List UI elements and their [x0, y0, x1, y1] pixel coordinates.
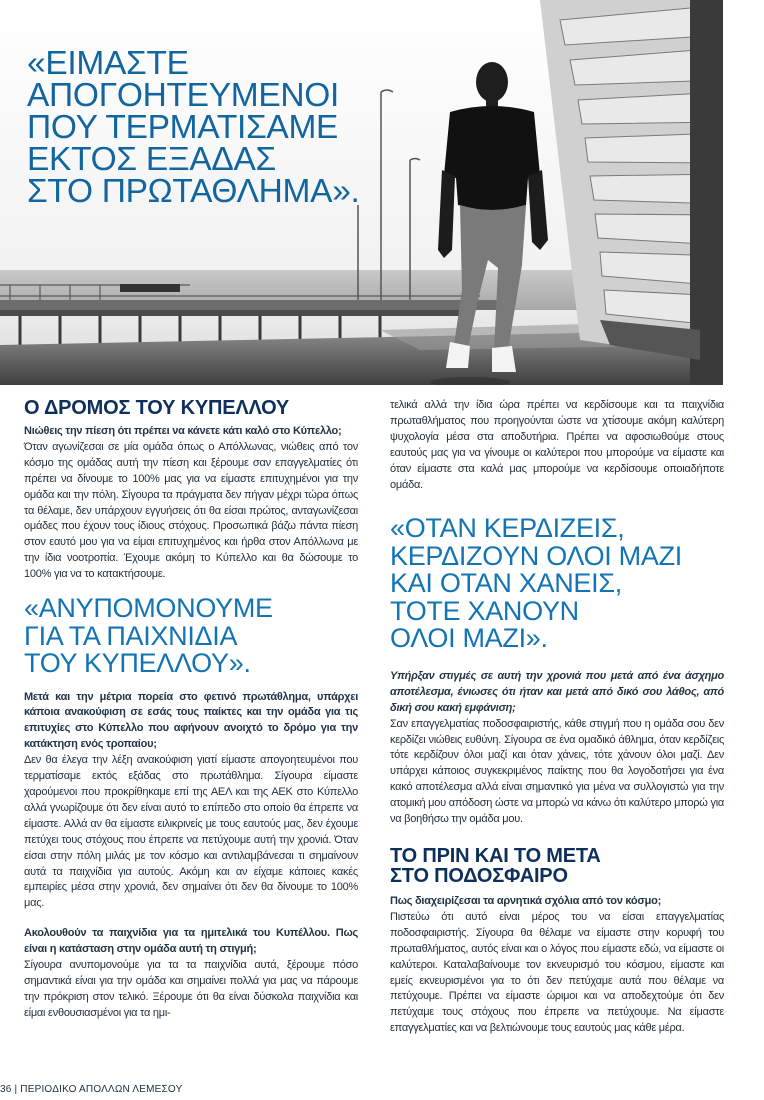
interview-block-4	[390, 669, 724, 828]
question-3: Ακολουθούν τα παιχνίδια για τα ημιτελικά του Κυπέλλου. Πως είναι η κατάσταση στην ομάδα αυτή τη στιγμή;	[24, 927, 358, 956]
interview-block-2	[24, 690, 358, 913]
interview-block-1	[24, 424, 358, 583]
section-heading-cup-road: Ο ΔΡΟΜΟΣ ΤΟΥ ΚΥΠΕΛΛΟΥ	[24, 397, 290, 419]
section-heading-before-after: ΤΟ ΠΡΙΝ ΚΑΙ ΤΟ ΜΕΤΑ ΣΤΟ ΠΟΔΟΣΦΑΙΡΟ	[390, 845, 601, 887]
answer-3-continued: τελικά αλλά την ίδια ώρα πρέπει να κερδίσουμε και τα παιχνίδια πρωταθλήματος που προηγούνται ώστε να χτίσουμε ακόμη καλύτερη ψυχολογία μέσα στα αποδυτήρια. Πρέπει να αφοσιωθούμε στους εαυτούς μας για να γίνουμε οι καλύτεροι που μπορούμε να είμαστε και όταν είμαστε στα καλά μας μπορούμε να κερδίσουμε οποιαδήποτε ομάδα.	[390, 399, 724, 491]
question-2: Μετά και την μέτρια πορεία στο φετινό πρωτάθλημα, υπάρχει κάποια ανακούφιση σε εσάς τους παίκτες και την ομάδα για τις επιτυχίες στο Κύπελλο που αφήνουν ανοιχτό το δρόμο για την κατάκτηση ενός τροπαίου;	[24, 690, 358, 751]
pull-quote-cup: «ΑΝΥΠΟΜΟΝΟΥΜΕ ΓΙΑ ΤΑ ΠΑΙΧΝΙΔΙΑ ΤΟΥ ΚΥΠΕΛΛΟΥ».	[24, 593, 273, 679]
question-4: Υπήρξαν στιγμές σε αυτή την χρονιά που μετά από ένα άσχημο αποτέλεσμα, ένιωσες ότι ήταν και μετά από δικό σου λάθος, από δική σου κακή εμφάνιση;	[390, 669, 724, 714]
publication-name: ΠΕΡΙΟΔΙΚΟ ΑΠΟΛΛΩΝ ΛΕΜΕΣΟΥ	[20, 1084, 183, 1095]
answer-5: Πιστεύω ότι αυτό είναι μέρος του να είσαι επαγγελματίας ποδοσφαιριστής. Σίγουρα θα θέλαμε να είμαστε στην κορυφή του πρωταθλήματος, αυτός είναι και ο λόγος που είμαστε εδώ, να είμαστε οι καλύτεροι. Καταλαβαίνουμε τον εκνευρισμό του κόσμου, είμαστε και εμείς εκνευρισμένοι για το ότι δεν πετύχαμε αυτά που θέλαμε να πετύχουμε. Πρέπει να είμαστε ώριμοι και να αποδεχτούμε ότι δεν πετύχαμε τους στόχους που έπρεπε να πετύχουμε. Να είμαστε επαγγελματίες και να βελτιώνουμε τους εαυτούς μας κάθε μέρα.	[390, 910, 724, 1035]
answer-3: Σίγουρα ανυπομονούμε για τα τα παιχνίδια αυτά, ξέρουμε πόσο σημαντικά είναι για την ομάδα και σημαίνει πολλά για μας να πάρουμε την πρόκριση στον τελικό. Ξέρουμε ότι θα είναι δύσκολα παιχνίδια και είμαι ενθουσιασμένοι για τα ημι-	[24, 959, 358, 1019]
hero-quote: «ΕΙΜΑΣΤΕ ΑΠΟΓΟΗΤΕΥΜΕΝΟΙ ΠΟΥ ΤΕΡΜΑΤΙΣΑΜΕ ΕΚΤΟΣ ΕΞΑΔΑΣ ΣΤΟ ΠΡΩΤΑΘΛΗΜΑ».	[27, 45, 360, 210]
pull-quote-win-lose: «ΟΤΑΝ ΚΕΡΔΙΖΕΙΣ, ΚΕΡΔΙΖΟΥΝ ΟΛΟΙ ΜΑΖΙ ΚΑΙ ΟΤΑΝ ΧΑΝΕΙΣ, ΤΟΤΕ ΧΑΝΟΥΝ ΟΛΟΙ ΜΑΖΙ».	[390, 513, 682, 654]
question-5: Πως διαχειρίζεσαι τα αρνητικά σχόλια από τον κόσμο;	[390, 895, 662, 907]
interview-block-3	[24, 926, 358, 1021]
question-1: Νιώθεις την πίεση ότι πρέπει να κάνετε κάτι καλό στο Κύπελλο;	[24, 425, 342, 437]
hero-photo	[0, 0, 723, 385]
right-column	[390, 398, 724, 1037]
interview-block-5	[390, 894, 724, 1037]
page-number: 36	[0, 1084, 12, 1095]
answer-4: Σαν επαγγελματίας ποδοσφαιριστής, κάθε στιγμή που η ομάδα σου δεν κερδίζει νιώθεις ευθύνη. Σίγουρα σε ένα ομαδικό άθλημα, όταν κερδίζεις τότε κερδίζουν όλοι μαζί και όταν χάνεις, τότε χάνουν όλοι μαζί. Δεν υπάρχει κάποιος συγκεκριμένος παίκτης που θα λογοδοτήσει για ένα κακό αποτέλεσμα αλλά είναι σημαντικό για μένα να συλλογιστώ για την ατομική μου απόδοση ώστε να μπορώ να κάνω ότι καλύτερο μπορώ για να βοηθήσω την ομάδα μου.	[390, 717, 724, 826]
footer-separator: |	[14, 1084, 21, 1095]
page-footer	[0, 1084, 182, 1095]
answer-2: Δεν θα έλεγα την λέξη ανακούφιση γιατί είμαστε απογοητευμένοι που τερματίσαμε εκτός εξάδας στο πρωτάθλημα. Σίγουρα είμαστε χαρούμενοι που προκρίθηκαμε επί της ΑΕΛ και της ΑΕΚ στο Κύπελλο αλλά γνωρίζουμε ότι δεν είναι αυτό το επίπεδο στο οποίο θα έπρεπε να είμαστε. Αλλά αν θα είμαστε ειλικρινείς με τους εαυτούς μας, δεν έχουμε πετύχει τους στόχους που έπρεπε να πετύχουμε αυτή την χρονιά. Όταν είσαι στην πόλη μιλάς με τον κόσμο και αντιλαμβάνεσαι τι σημαίνουν αυτά τα παιχνίδια για αυτούς. Ακόμη και αν είχαμε κάποιες κακές εμπειρίες μέσα στην χρονιά, δεν σημαίνει ότι δεν θα δίνουμε το 100% μας.	[24, 754, 358, 910]
left-column	[24, 398, 358, 1022]
answer-1: Όταν αγωνίζεσαι σε μία ομάδα όπως ο Απόλλωνας, νιώθεις από τον κόσμο της ομάδας αυτή την πίεση και ξέρουμε σαν επαγγελματίες ότι πρέπει να δίνουμε το 100% μας για να είμαστε επιτυχημένοι για την ομάδα και την πόλη. Σίγουρα τα πράγματα δεν πήγαν μέχρι τώρα όπως τα θέλαμε, δεν υπάρχουν εγγυήσεις ότι θα είσαι πρώτος, ανταγωνίζεσαι ομάδες που έχουν τους ίδιους στόχους. Προσωπικά βάζω πάντα πίεση στον εαυτό μου για να είμαι επιτυχημένος και ήρθα στον Απόλλωνα με την ίδια νοοτροπία. Έχουμε ακόμη το Κύπελλο και θα δώσουμε το 100% για να το κατακτήσουμε.	[24, 440, 358, 581]
